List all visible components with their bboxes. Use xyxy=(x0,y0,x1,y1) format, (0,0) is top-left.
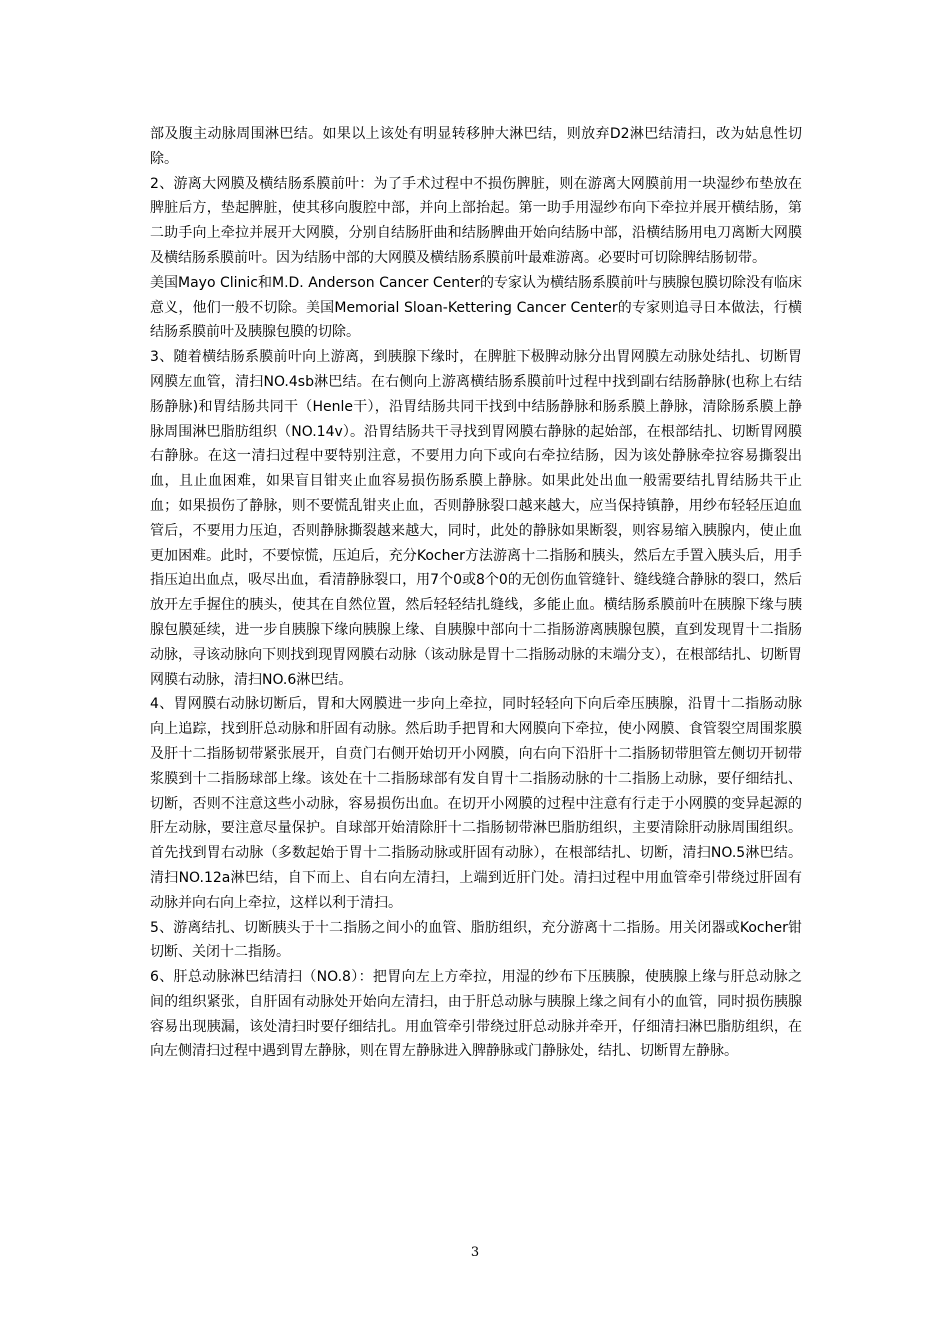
paragraph-lymph-node-note: 部及腹主动脉周围淋巴结。如果以上该处有明显转移肿大淋巴结，则放弃D2淋巴结清扫，改为姑息性切除。 xyxy=(150,126,802,167)
paragraph-expert-opinion: 美国Mayo Clinic和M.D. Anderson Cancer Center的专家认为横结肠系膜前叶与胰腺包膜切除没有临床意义，他们一般不切除。美国Memorial Sloan-Kettering Cancer Center的专家则追寻日本做法，行横结肠系膜前叶及胰腺包膜的切除。 xyxy=(150,274,802,341)
paragraph-step-3: 3、随着横结肠系膜前叶向上游离，到胰腺下缘时，在脾脏下极脾动脉分出胃网膜左动脉处结扎、切断胃网膜左血管，清扫NO.4sb淋巴结。在右侧向上游离横结肠系膜前叶过程中找到副右结肠静脉(也称上右结肠静脉)和胃结肠共同干（Henle干），沿胃结肠共同干找到中结肠静脉和肠系膜上静脉，清除肠系膜上静脉周围淋巴脂肪组织（NO.14v）。沿胃结肠共干寻找到胃网膜右静脉的起始部，在根部结扎、切断胃网膜右静脉。在这一清扫过程中要特别注意，不要用力向下或向右牵拉结肠，因为该处静脉牵拉容易撕裂出血，且止血困难，如果盲目钳夹止血容易损伤肠系膜上静脉。如果此处出血一般需要结扎胃结肠共干止血；如果损伤了静脉，则不要慌乱钳夹止血，否则静脉裂口越来越大，应当保持镇静，用纱布轻轻压迫血管后，不要用力压迫，否则静脉撕裂越来越大，同时，此处的静脉如果断裂，则容易缩入胰腺内，使止血更加困难。此时，不要惊慌，压迫后，充分Kocher方法游离十二指肠和胰头，然后左手置入胰头后，用手指压迫出血点，吸尽出血，看清静脉裂口，用7个0或8个0的无创伤血管缝针、缝线缝合静脉的裂口，然后放开左手握住的胰头，使其在自然位置，然后轻轻结扎缝线，多能止血。横结肠系膜前叶在胰腺下缘与胰腺包膜延续，进一步自胰腺下缘向胰腺上缘、自胰腺中部向十二指肠游离胰腺包膜，直到发现胃十二指肠动脉，寻该动脉向下则找到现胃网膜右动脉（该动脉是胃十二指肠动脉的末端分支），在根部结扎、切断胃网膜右动脉，清扫NO.6淋巴结。 xyxy=(150,349,802,688)
page-number: 3 xyxy=(470,1245,480,1260)
paragraph-step-2: 2、游离大网膜及横结肠系膜前叶：为了手术过程中不损伤脾脏，则在游离大网膜前用一块湿纱布垫放在脾脏后方，垫起脾脏，使其移向腹腔中部，并向上部抬起。第一助手用湿纱布向下牵拉并展开横结肠，第二助手向上牵拉并展开大网膜，分别自结肠肝曲和结肠脾曲开始向结肠中部，沿横结肠用电刀离断大网膜及横结肠系膜前叶。因为结肠中部的大网膜及横结肠系膜前叶最难游离。必要时可切除脾结肠韧带。 xyxy=(150,175,802,266)
paragraph-step-6: 6、肝总动脉淋巴结清扫（NO.8）：把胃向左上方牵拉，用湿的纱布下压胰腺，使胰腺上缘与肝总动脉之间的组织紧张，自肝固有动脉处开始向左清扫，由于肝总动脉与胰腺上缘之间有小的血管，同时损伤胰腺容易出现胰漏，该处清扫时要仔细结扎。用血管牵引带绕过肝总动脉并牵开，仔细清扫淋巴脂肪组织，在向左侧清扫过程中遇到胃左静脉，则在胃左静脉进入脾静脉或门静脉处，结扎、切断胃左静脉。 xyxy=(150,969,802,1060)
paragraph-step-5: 5、游离结扎、切断胰头于十二指肠之间小的血管、脂肪组织，充分游离十二指肠。用关闭器或Kocher钳切断、关闭十二指肠。 xyxy=(150,919,802,961)
paragraph-step-4: 4、胃网膜右动脉切断后，胃和大网膜进一步向上牵拉，同时轻轻向下向后牵压胰腺，沿胃十二指肠动脉向上追踪，找到肝总动脉和肝固有动脉。然后助手把胃和大网膜向下牵拉，使小网膜、食管裂空周围浆膜及肝十二指肠韧带紧张展开，自贲门右侧开始切开小网膜，向右向下沿肝十二指肠韧带胆管左侧切开韧带浆膜到十二指肠球部上缘。该处在十二指肠球部有发自胃十二指肠动脉的十二指肠上动脉，要仔细结扎、切断，否则不注意这些小动脉，容易损伤出血。在切开小网膜的过程中注意有行走于小网膜的变异起源的肝左动脉，要注意尽量保护。自球部开始清除肝十二指肠韧带淋巴脂肪组织，主要清除肝动脉周围组织。首先找到胃右动脉（多数起始于胃十二指肠动脉或肝固有动脉），在根部结扎、切断，清扫NO.5淋巴结。清扫NO.12a淋巴结，自下而上、自右向左清扫，上端到近肝门处。清扫过程中用血管牵引带绕过肝固有动脉并向右向上牵拉，这样以利于清扫。 xyxy=(150,696,802,911)
document-body xyxy=(150,122,802,1064)
